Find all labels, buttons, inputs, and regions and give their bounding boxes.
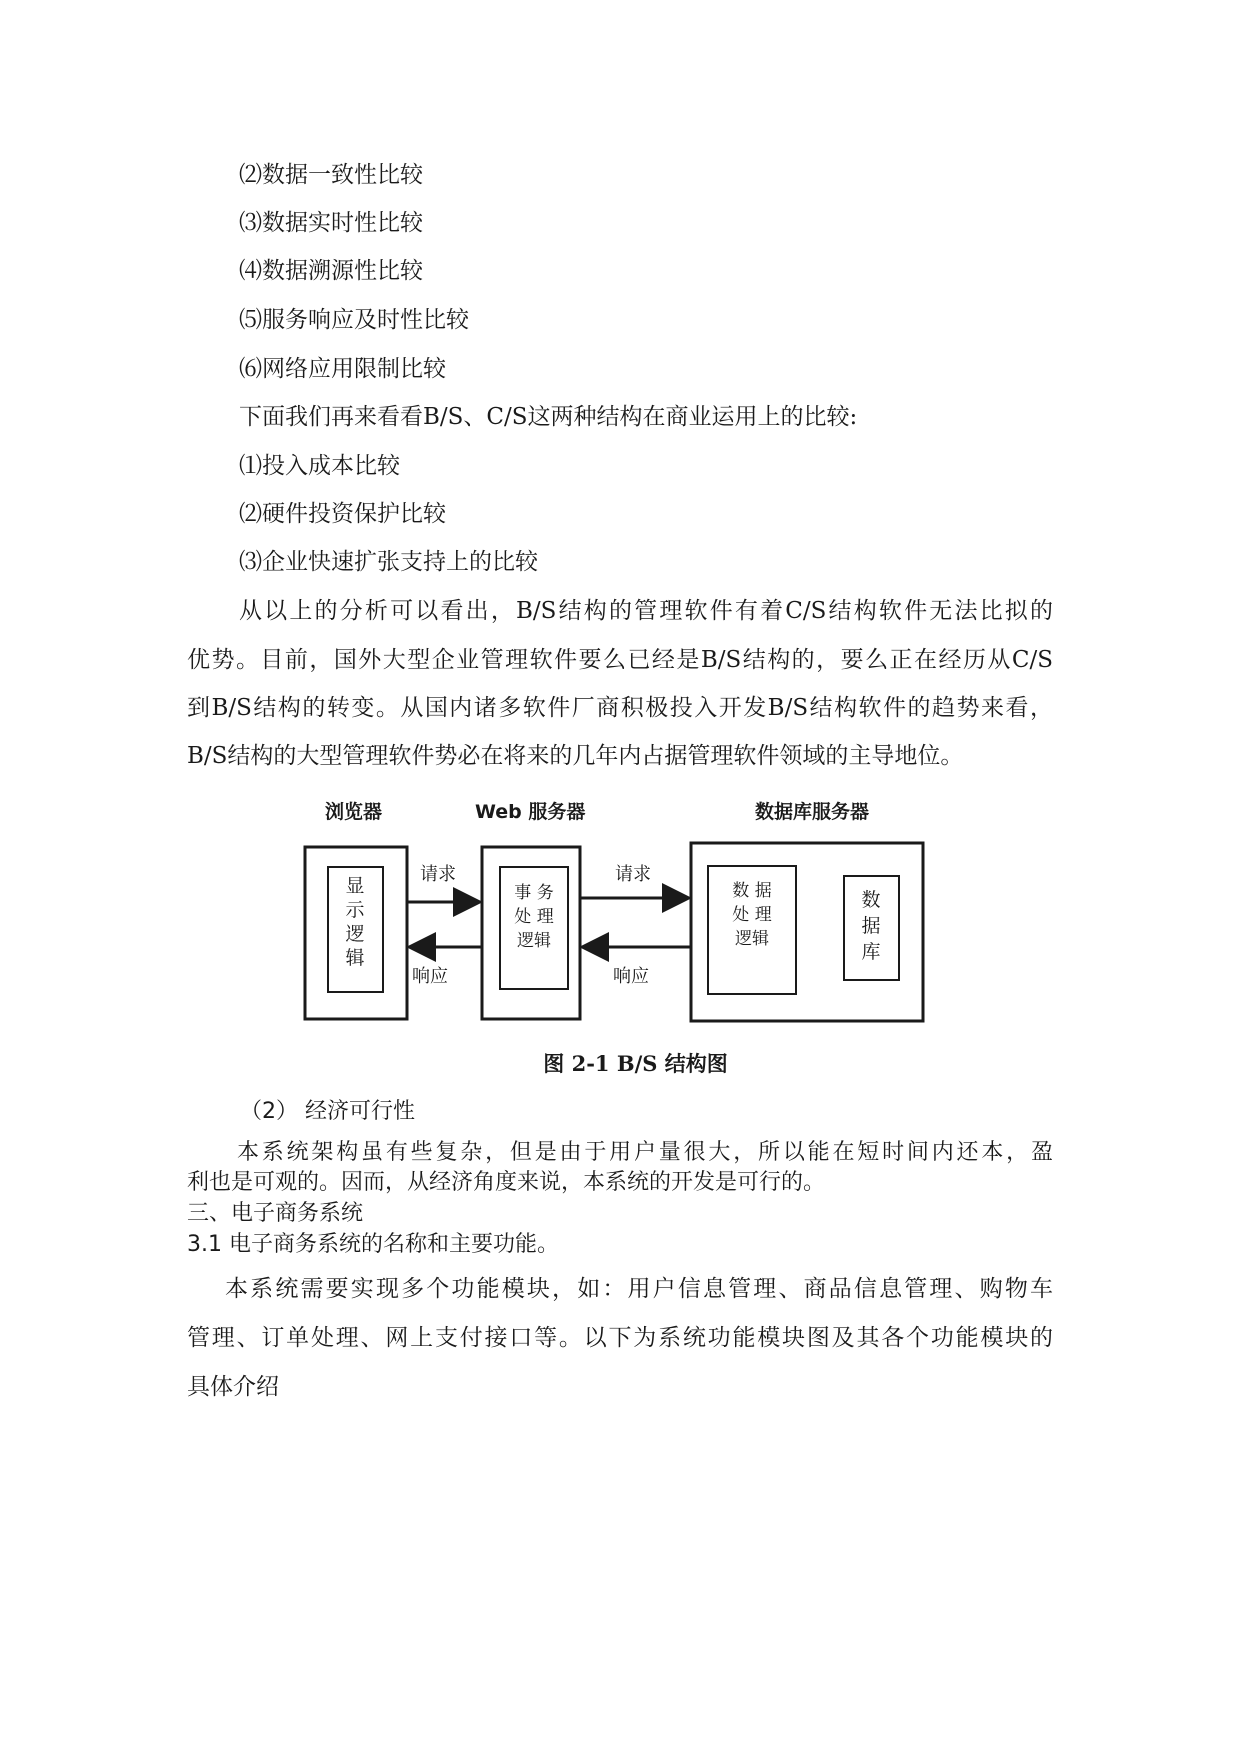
- section-heading: （2） 经济可行性: [240, 1099, 415, 1124]
- response-label: 响应: [613, 966, 649, 987]
- list-item: ⑴投入成本比较: [239, 453, 400, 479]
- paragraph-line: 到B/S结构的转变。从国内诸多软件厂商积极投入开发B/S结构软件的趋势来看，: [187, 695, 1053, 721]
- web-server-title: Web 服务器: [475, 801, 586, 823]
- data-logic-line: 数 据: [732, 881, 772, 901]
- display-logic-char: 显: [345, 875, 365, 897]
- list-item: ⑷数据溯源性比较: [239, 258, 423, 284]
- paragraph-line: 优势。目前，国外大型企业管理软件要么已经是B/S结构的，要么正在经历从C/S: [187, 647, 1053, 673]
- response-label: 响应: [412, 966, 448, 987]
- biz-logic-line: 事 务: [514, 883, 554, 903]
- database-char: 据: [861, 915, 881, 937]
- biz-logic-line: 处 理: [514, 907, 554, 927]
- display-logic-char: 辑: [345, 947, 365, 969]
- section-heading: 3.1 电子商务系统的名称和主要功能。: [187, 1232, 559, 1257]
- chapter-heading: 三、电子商务系统: [187, 1201, 364, 1226]
- request-arrow-1: [407, 864, 480, 902]
- list-item: ⑵数据一致性比较: [239, 162, 423, 188]
- response-arrow-2: [582, 947, 691, 987]
- bs-architecture-diagram: [300, 790, 950, 1040]
- request-label: 请求: [420, 864, 456, 885]
- response-arrow-1: [409, 947, 482, 987]
- list-item: ⑵硬件投资保护比较: [239, 501, 446, 527]
- list-item: ⑹网络应用限制比较: [239, 356, 446, 382]
- paragraph-line: 利也是可观的。因而，从经济角度来说，本系统的开发是可行的。: [187, 1170, 826, 1195]
- db-server-title: 数据库服务器: [755, 801, 870, 823]
- request-label: 请求: [615, 864, 651, 885]
- data-logic-line: 处 理: [732, 905, 772, 925]
- paragraph-line: 从以上的分析可以看出，B/S结构的管理软件有着C/S结构软件无法比拟的: [239, 598, 1053, 624]
- business-intro: 下面我们再来看看B/S、C/S这两种结构在商业运用上的比较:: [239, 404, 858, 430]
- paragraph-line: 具体介绍: [187, 1374, 279, 1400]
- db-server-box: [691, 843, 923, 1021]
- paragraph-line: 本系统架构虽有些复杂，但是由于用户量很大，所以能在短时间内还本，盈: [237, 1140, 1053, 1165]
- paragraph-line: 本系统需要实现多个功能模块，如：用户信息管理、商品信息管理、购物车: [225, 1276, 1053, 1302]
- database-char: 数: [861, 889, 881, 911]
- list-item: ⑶企业快速扩张支持上的比较: [239, 549, 538, 575]
- data-logic-line: 逻辑: [735, 929, 769, 949]
- browser-box: [305, 847, 407, 1019]
- web-server-box: [482, 847, 580, 1019]
- list-item: ⑶数据实时性比较: [239, 210, 423, 236]
- list-item: ⑸服务响应及时性比较: [239, 307, 469, 333]
- figure-caption: 图 2-1 B/S 结构图: [543, 1051, 728, 1076]
- biz-logic-line: 逻辑: [517, 931, 551, 951]
- display-logic-char: 示: [345, 899, 365, 921]
- display-logic-char: 逻: [345, 923, 365, 945]
- browser-title: 浏览器: [325, 801, 383, 823]
- paragraph-line: 管理、订单处理、网上支付接口等。以下为系统功能模块图及其各个功能模块的: [187, 1325, 1053, 1351]
- database-char: 库: [861, 941, 881, 963]
- paragraph-line: B/S结构的大型管理软件势必在将来的几年内占据管理软件领域的主导地位。: [187, 743, 964, 769]
- request-arrow-2: [580, 864, 689, 898]
